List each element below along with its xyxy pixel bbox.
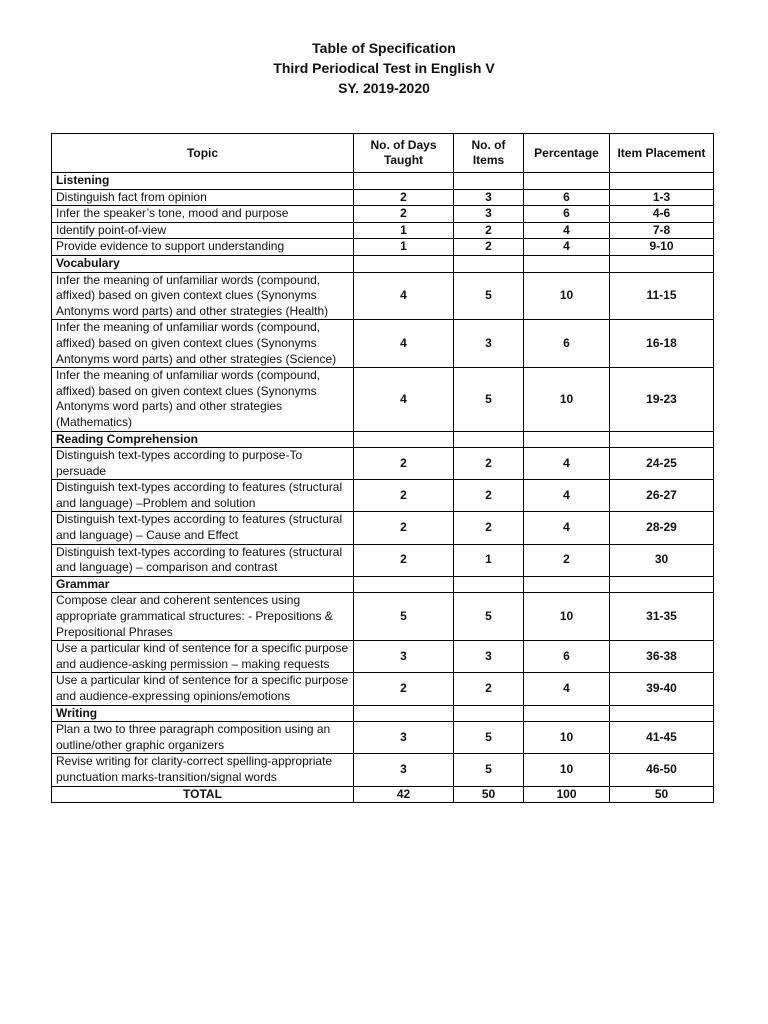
total-days: 42 [354,786,454,803]
table-row [52,544,714,576]
empty-cell [454,255,524,272]
table-row [52,448,714,480]
percentage-cell: 10 [524,722,610,754]
empty-cell [610,705,714,722]
table-row [52,512,714,544]
items-cell: 2 [454,239,524,256]
total-items: 50 [454,786,524,803]
empty-cell [610,255,714,272]
days-cell: 2 [354,512,454,544]
table-row [52,189,714,206]
placement-cell: 46-50 [610,754,714,786]
total-placement: 50 [610,786,714,803]
placement-cell: 30 [610,544,714,576]
empty-cell [524,576,610,593]
days-cell: 3 [354,722,454,754]
placement-cell: 7-8 [610,222,714,239]
percentage-cell: 10 [524,754,610,786]
placement-cell: 24-25 [610,448,714,480]
header-percentage: Percentage [524,134,610,173]
days-cell: 1 [354,222,454,239]
items-cell: 3 [454,189,524,206]
table-header [52,134,714,173]
section-title: Reading Comprehension [52,431,354,448]
empty-cell [524,173,610,190]
empty-cell [524,255,610,272]
items-cell: 2 [454,673,524,705]
topic-cell: Distinguish fact from opinion [52,189,354,206]
topic-cell: Plan a two to three paragraph composition using an outline/other graphic organizers [52,722,354,754]
table-row [52,754,714,786]
section-title: Vocabulary [52,255,354,272]
table-row [52,222,714,239]
percentage-cell: 2 [524,544,610,576]
items-cell: 5 [454,754,524,786]
percentage-cell: 4 [524,480,610,512]
topic-cell: Identify point-of-view [52,222,354,239]
table-row [52,239,714,256]
table-row [52,272,714,320]
topic-cell: Infer the meaning of unfamiliar words (compound, affixed) based on given context clues (Synonyms Antonyms word parts) and other strategies (Health) [52,272,354,320]
percentage-cell: 10 [524,272,610,320]
table-row [52,593,714,641]
topic-cell: Distinguish text-types according to purpose-To persuade [52,448,354,480]
items-cell: 5 [454,593,524,641]
days-cell: 2 [354,189,454,206]
title-line-3: SY. 2019-2020 [338,80,430,96]
items-cell: 5 [454,272,524,320]
percentage-cell: 6 [524,189,610,206]
empty-cell [354,431,454,448]
table-row [52,368,714,431]
percentage-cell: 6 [524,320,610,368]
topic-cell: Distinguish text-types according to features (structural and language) – Cause and Effect [52,512,354,544]
empty-cell [524,705,610,722]
section-title: Writing [52,705,354,722]
header-item-placement: Item Placement [610,134,714,173]
table-row [52,480,714,512]
empty-cell [454,431,524,448]
days-cell: 1 [354,239,454,256]
placement-cell: 36-38 [610,641,714,673]
topic-cell: Revise writing for clarity-correct spelling-appropriate punctuation marks-transition/signal words [52,754,354,786]
days-cell: 3 [354,641,454,673]
percentage-cell: 4 [524,222,610,239]
empty-cell [354,255,454,272]
topic-cell: Provide evidence to support understanding [52,239,354,256]
total-row [52,786,714,803]
empty-cell [454,173,524,190]
section-title: Grammar [52,576,354,593]
days-cell: 2 [354,544,454,576]
table-row [52,641,714,673]
topic-cell: Use a particular kind of sentence for a specific purpose and audience-asking permission – making requests [52,641,354,673]
placement-cell: 41-45 [610,722,714,754]
items-cell: 3 [454,206,524,223]
empty-cell [610,431,714,448]
percentage-cell: 4 [524,239,610,256]
items-cell: 2 [454,448,524,480]
specification-table [51,133,714,803]
empty-cell [354,576,454,593]
items-cell: 2 [454,512,524,544]
items-cell: 3 [454,641,524,673]
percentage-cell: 4 [524,512,610,544]
placement-cell: 16-18 [610,320,714,368]
topic-cell: Infer the speaker’s tone, mood and purpose [52,206,354,223]
empty-cell [610,173,714,190]
table-row [52,320,714,368]
days-cell: 2 [354,448,454,480]
empty-cell [524,431,610,448]
total-label: TOTAL [52,786,354,803]
percentage-cell: 4 [524,448,610,480]
days-cell: 5 [354,593,454,641]
header-days-taught: No. of Days Taught [354,134,454,173]
title-line-2: Third Periodical Test in English V [273,60,495,76]
empty-cell [610,576,714,593]
table-body [52,173,714,787]
empty-cell [354,705,454,722]
days-cell: 4 [354,320,454,368]
section-row [52,255,714,272]
placement-cell: 39-40 [610,673,714,705]
placement-cell: 1-3 [610,189,714,206]
total-percentage: 100 [524,786,610,803]
empty-cell [454,576,524,593]
section-title: Listening [52,173,354,190]
days-cell: 2 [354,480,454,512]
table-row [52,722,714,754]
topic-cell: Distinguish text-types according to features (structural and language) – comparison and contrast [52,544,354,576]
section-row [52,431,714,448]
header-no-of-items: No. of Items [454,134,524,173]
days-cell: 4 [354,368,454,431]
topic-cell: Distinguish text-types according to features (structural and language) –Problem and solution [52,480,354,512]
days-cell: 4 [354,272,454,320]
document-title [0,38,768,98]
items-cell: 3 [454,320,524,368]
items-cell: 5 [454,722,524,754]
days-cell: 2 [354,673,454,705]
empty-cell [354,173,454,190]
percentage-cell: 6 [524,641,610,673]
section-row [52,576,714,593]
items-cell: 2 [454,480,524,512]
topic-cell: Infer the meaning of unfamiliar words (compound, affixed) based on given context clues (Synonyms Antonyms word parts) and other strategies (Mathematics) [52,368,354,431]
percentage-cell: 10 [524,593,610,641]
section-row [52,173,714,190]
items-cell: 5 [454,368,524,431]
placement-cell: 26-27 [610,480,714,512]
items-cell: 2 [454,222,524,239]
placement-cell: 9-10 [610,239,714,256]
days-cell: 2 [354,206,454,223]
placement-cell: 4-6 [610,206,714,223]
placement-cell: 31-35 [610,593,714,641]
table-row [52,206,714,223]
items-cell: 1 [454,544,524,576]
title-line-1: Table of Specification [312,40,456,56]
table-row [52,673,714,705]
days-cell: 3 [354,754,454,786]
percentage-cell: 6 [524,206,610,223]
empty-cell [454,705,524,722]
percentage-cell: 4 [524,673,610,705]
percentage-cell: 10 [524,368,610,431]
header-topic: Topic [52,134,354,173]
section-row [52,705,714,722]
topic-cell: Use a particular kind of sentence for a specific purpose and audience-expressing opinions/emotions [52,673,354,705]
placement-cell: 19-23 [610,368,714,431]
topic-cell: Infer the meaning of unfamiliar words (compound, affixed) based on given context clues (Synonyms Antonyms word parts) and other strategies (Science) [52,320,354,368]
topic-cell: Compose clear and coherent sentences using appropriate grammatical structures: - Prepositions & Prepositional Phrases [52,593,354,641]
placement-cell: 11-15 [610,272,714,320]
placement-cell: 28-29 [610,512,714,544]
